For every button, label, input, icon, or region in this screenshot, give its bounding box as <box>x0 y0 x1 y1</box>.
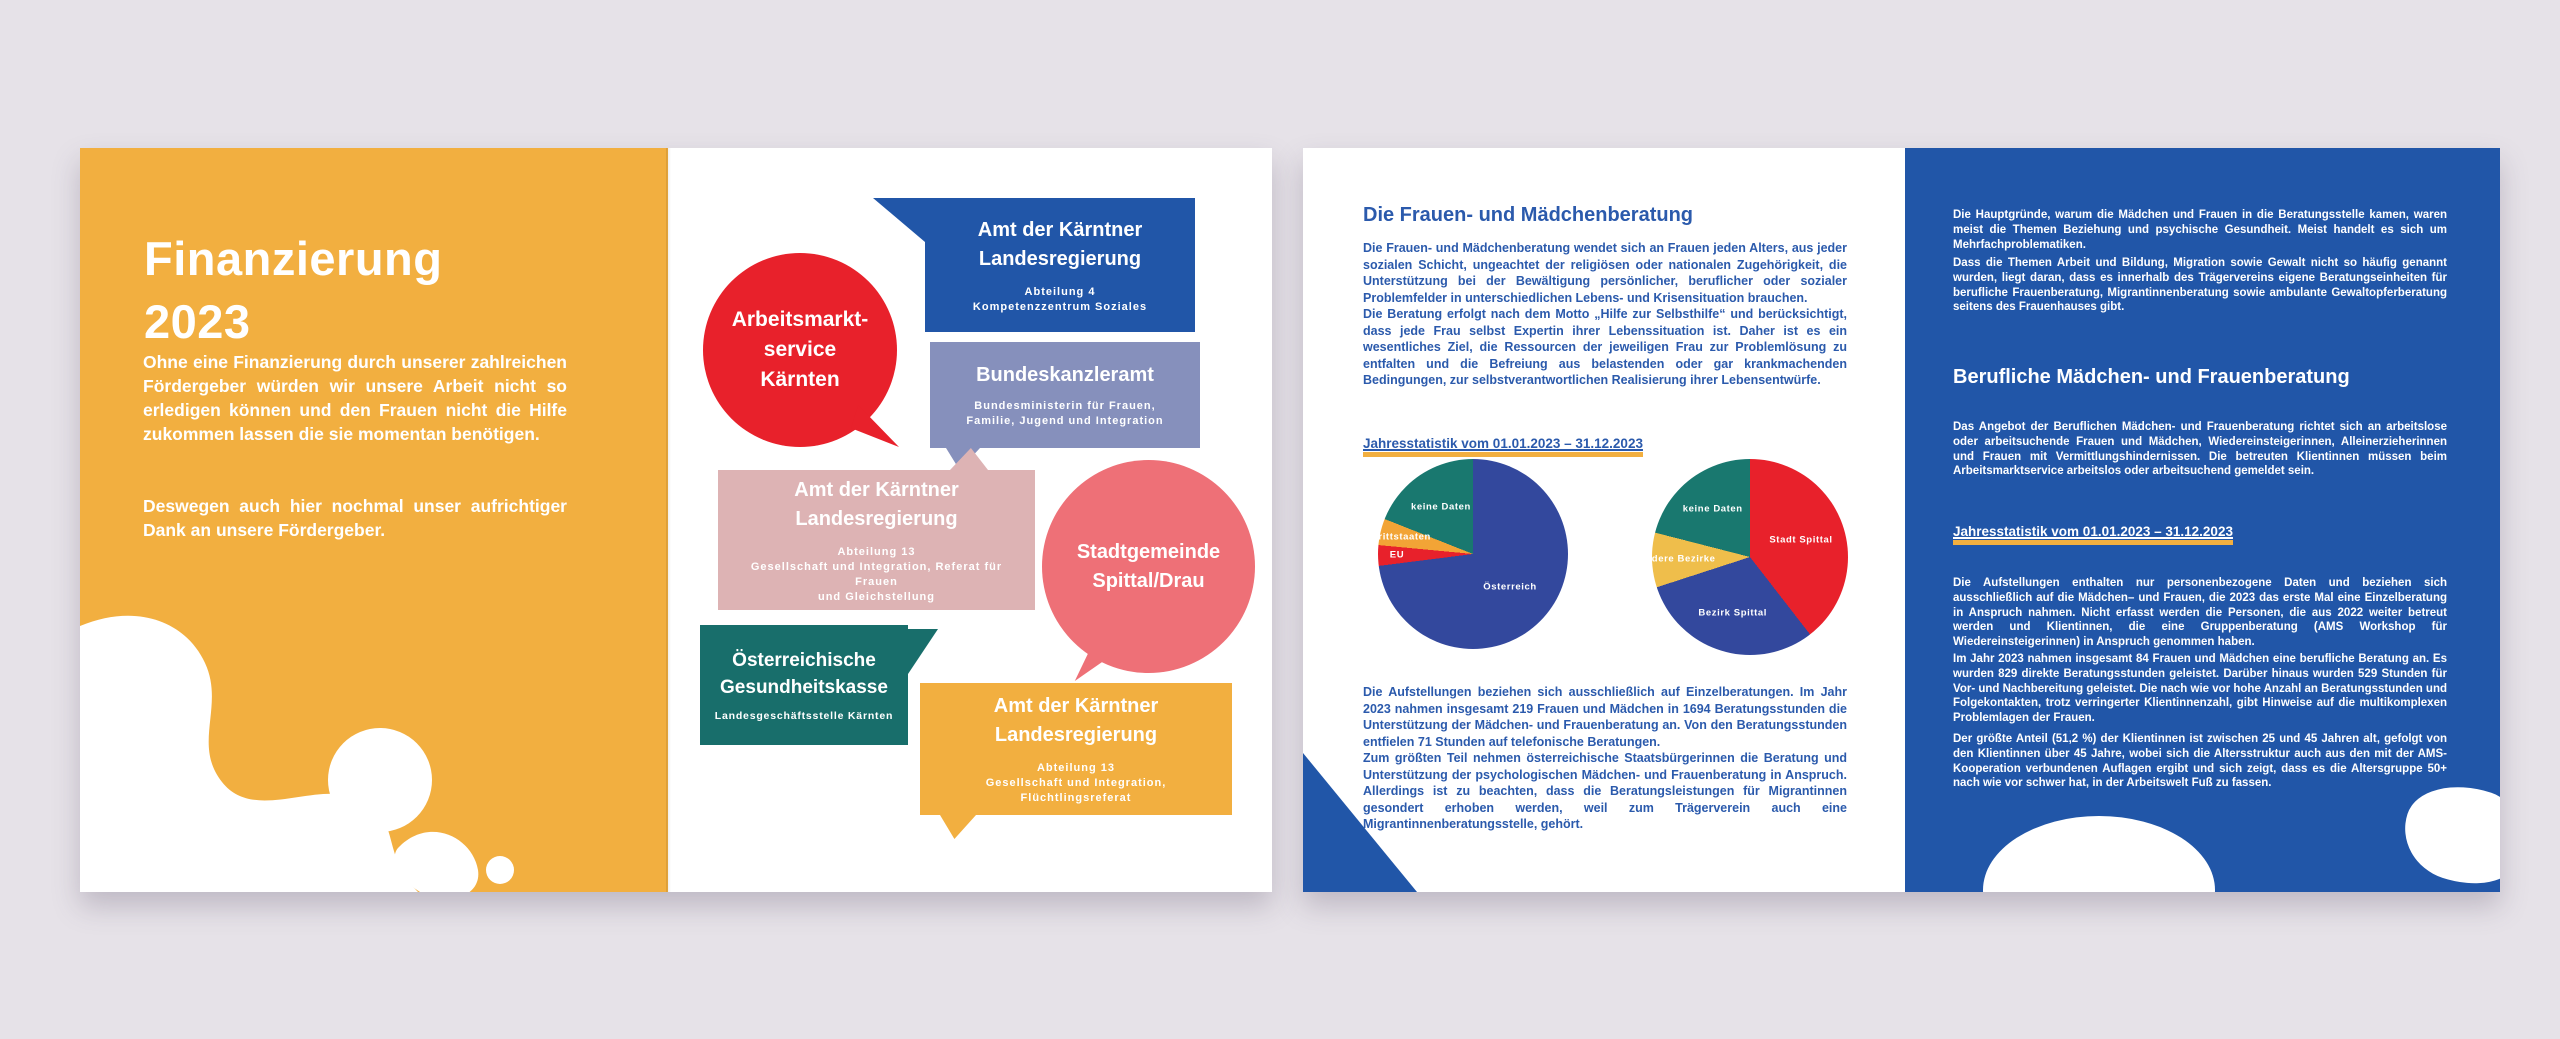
funder-title: Arbeitsmarkt- service Kärnten <box>731 308 869 391</box>
body-paragraph: Die Aufstellungen enthalten nur personenbezogene Daten und beziehen sich ausschließlich auf die Mädchen– und Frauen, die 2023 das erste Mal eine Einzelberatung in Anspruch nahmen. Nicht erfasst werden die Personen, die aus 2022 weiter betreut werden und Klientinnen, die eine Gruppenberatung (AMS Workshop für Wiedereinsteigerinnen) in Anspruch genommen haben. <box>1953 577 2447 649</box>
funder-bubble-amt-fluechtlinge <box>920 683 1232 815</box>
bubble-tail <box>940 815 976 839</box>
funder-title: Amt der Kärntner Landesregierung <box>977 218 1143 270</box>
body-paragraph: Die Hauptgründe, warum die Mädchen und Frauen in die Beratungsstelle kamen, waren meist die Themen Beziehung und psychische Gesundheit. Meist handelt es sich um Mehrfachproblematiken. <box>1953 209 2447 251</box>
right-spread-page <box>1303 148 2500 892</box>
pie-slice-label: Drittstaaten <box>1370 531 1431 543</box>
pie-slice-label: Bezirk Spittal <box>1698 607 1767 619</box>
funder-title: Amt der Kärntner Landesregierung <box>794 478 959 530</box>
body-paragraph: Der größte Anteil (51,2 %) der Klientinnen ist zwischen 25 und 45 Jahren alt, gefolgt von den Klientinnen über 45 Jahre, wobei sich die Altersstruktur auch aus den mit der AMS-Kooperation verbundenen Auflagen ergibt und sich zeigt, dass es die Altersgruppe 50+ nach wie vor schwer hat, in der Arbeitswelt Fuß zu fassen. <box>1953 733 2447 790</box>
bubble-tail <box>873 198 925 242</box>
pie-slice-label: andere Bezirke <box>1639 553 1716 565</box>
funder-subtitle: Bundesministerin für Frauen, Familie, Jugend und Integration <box>966 400 1164 427</box>
body-paragraph: Die Aufstellungen beziehen sich ausschließlich auf Einzelberatungen. Im Jahr 2023 nahmen insgesamt 219 Frauen und Mädchen in 1694 Beratungsstunden die Unterstützung der Mädchen- und Frauenberatung an. Von den Beratungsstunden entfielen 71 Stunden auf telefonische Beratungen. Zum größten Teil nehmen österreichische Staatsbürgerinnen die Beratung und Unterstützung der psychologischen Mädchen- und Frauenberatung in Anspruch. Allerdings ist zu beachten, dass die Beratungsleistungen für Migrantinnen gesondert erhoben werden, weil zum Trägerverein auch eine Migrantinnenberatungsstelle, gehört. <box>1363 685 1847 831</box>
funder-title: Bundeskanzleramt <box>976 364 1154 386</box>
bubble-tail <box>851 405 899 447</box>
section-heading-frauenberatung: Die Frauen- und Mädchenberatung <box>1363 204 1694 226</box>
funder-title: Österreichische Gesundheitskasse <box>720 649 888 698</box>
body-paragraph: Das Angebot der Beruflichen Mädchen- und Frauenberatung richtet sich an arbeitslose oder arbeitsuchende Frauen und Mädchen, Wiedereinsteigerinnen, Alleinerzieherinnen und Frauen mit Vermittlungshindernissen. Die betreuten Klientinnen müssen beim Arbeitsmarktservice arbeitslos oder arbeitsuchend gemeldet sein. <box>1953 421 2447 478</box>
bubble-tail <box>1070 651 1118 681</box>
finance-panel <box>80 148 668 892</box>
funder-bubble-arbeitsmarktservice <box>703 253 897 447</box>
pie-slice-label: Stadt Spittal <box>1769 534 1833 546</box>
body-paragraph: Dass die Themen Arbeit und Bildung, Migration sowie Gewalt nicht so häufig genannt wurden, liegt daran, dass es innerhalb des Trägervereins eigene Beratungseinheiten für berufliche Frauenberatung, Migrantinnenberatung sowie ambulante Gewaltopferberatung seitens des Frauenhauses gibt. <box>1953 257 2447 314</box>
finance-paragraph-2: Deswegen auch hier nochmal unser aufrichtiger Dank an unsere Fördergeber. <box>143 496 567 540</box>
funder-title: Stadtgemeinde Spittal/Drau <box>1076 540 1221 592</box>
funder-subtitle: Abteilung 13 Gesellschaft und Integration, Flüchtlingsreferat <box>985 762 1167 804</box>
section-heading-berufliche-beratung: Berufliche Mädchen- und Frauenberatung <box>1953 366 2350 388</box>
title-line-2: 2023 <box>144 295 251 349</box>
funder-bubble-stadtgemeinde-spittal <box>1042 460 1255 673</box>
bubble-tail <box>906 629 938 677</box>
berufliche-beratung-page <box>1905 148 2500 892</box>
body-paragraph: Im Jahr 2023 nahmen insgesamt 84 Frauen und Mädchen eine berufliche Beratung an. Es wurden 829 direkte Beratungsstunden geleistet. Darüber hinaus wurden 529 Stunden für Vor- und Nachbereitung geleistet. Die nach wie vor hohe Anzahl an Beratungsstunden und Folgekontakten, trotz verringerter Klientinnenzahl, gibt Hinweise auf die multikomplexen Problemlagen der Frauen. <box>1953 653 2447 725</box>
pie-slice-label: keine Daten <box>1410 501 1471 513</box>
left-spread-page <box>80 148 1272 892</box>
statistics-page <box>1303 148 1905 892</box>
jahresstatistik-link[interactable]: Jahresstatistik vom 01.01.2023 – 31.12.2023 <box>1363 436 1643 457</box>
organic-blob-shape <box>80 148 668 892</box>
funder-bubble-bundeskanzleramt <box>930 342 1200 448</box>
jahresstatistik-link[interactable]: Jahresstatistik vom 01.01.2023 – 31.12.2023 <box>1953 524 2233 545</box>
finance-paragraph-1: Ohne eine Finanzierung durch unserer zahlreichen Fördergeber würden wir unsere Arbeit nicht so erledigen können und den Frauen nicht die Hilfe zukommen lassen die sie momentan benötigen. <box>143 352 567 444</box>
pie-slice-label: EU <box>1389 549 1405 561</box>
pie-slice-label: Österreich <box>1483 581 1537 593</box>
pie-chart-herkunft <box>1370 459 1568 649</box>
funder-subtitle: Abteilung 4 Kompetenzzentrum Soziales <box>972 285 1148 313</box>
funder-bubble-gesundheitskasse <box>700 625 908 745</box>
organic-blob-shape <box>1983 816 2215 892</box>
pie-slice-label: keine Daten <box>1682 503 1743 515</box>
funder-bubble-amt-frauen <box>718 470 1035 610</box>
pie-chart-region <box>1639 459 1848 655</box>
funder-bubble-amt-soziales <box>925 198 1195 332</box>
funder-subtitle: Landesgeschäftsstelle Kärnten <box>714 709 894 722</box>
page-fold <box>666 148 671 892</box>
title-line-1: Finanzierung <box>144 232 443 286</box>
funder-subtitle: Abteilung 13 Gesellschaft und Integration, Referat für Frauen und Gleichstellung <box>750 545 1003 603</box>
body-paragraph: Die Frauen- und Mädchenberatung wendet sich an Frauen jeden Alters, aus jeder sozialen Schicht, ungeachtet der religiösen oder nationalen Zugehörigkeit, die Unterstützung bei der Bewältigung persönlicher, beruflicher oder sozialer Problemfelder in unterschiedlichen Lebens- und Krisensituation brauchen. Die Beratung erfolgt nach dem Motto „Hilfe zur Selbsthilfe“ und berücksichtigt, dass jede Frau selbst Expertin ihrer Lebenssituation ist. Daher ist es ein wesentliches Ziel, die Ressourcen der jeweiligen Frau zur Problemlösung zu entfalten und die Befreiung aus belastenden oder gar krankmachenden Bedingungen, zur selbstverantwortlichen Realisierung ihrer Lebensentwürfe. <box>1363 241 1847 387</box>
funder-title: Amt der Kärntner Landesregierung <box>993 695 1159 746</box>
